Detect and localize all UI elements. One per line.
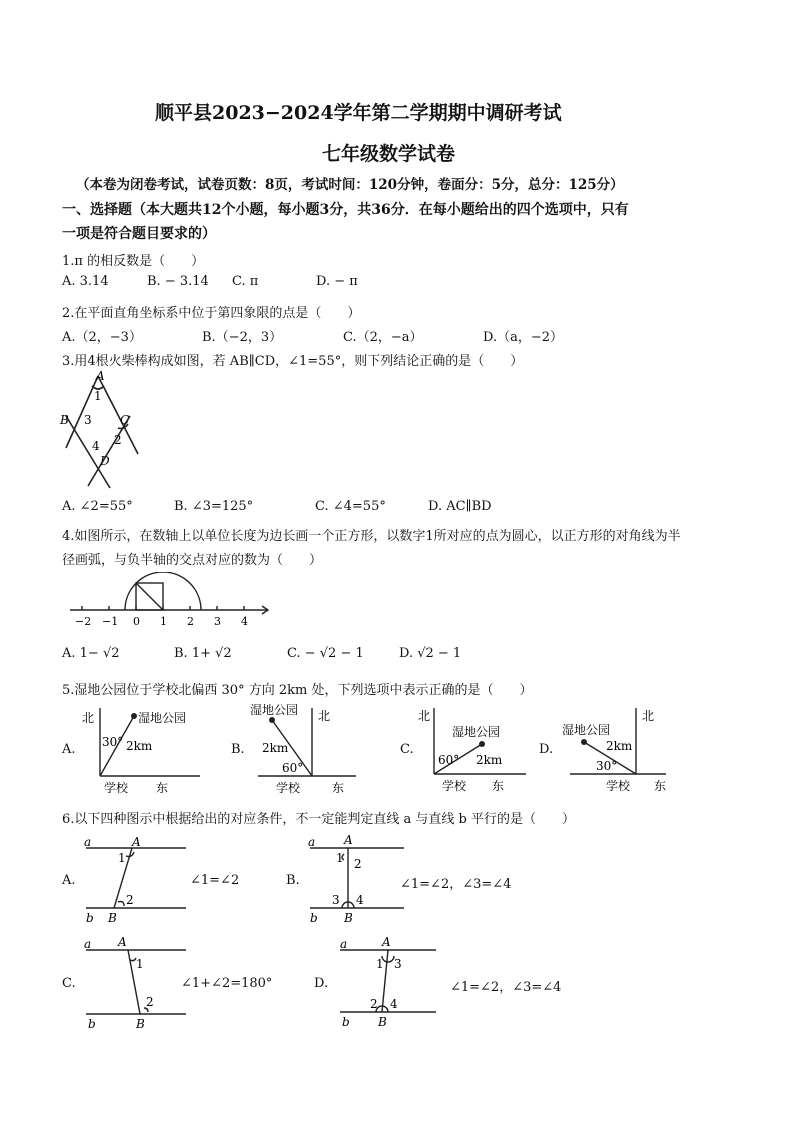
- q6d-line-b: b: [342, 1015, 350, 1029]
- q6-option-d: D.: [314, 976, 329, 991]
- q6-figure-a: [82, 832, 190, 924]
- question-4: 4.如图所示，在数轴上以单位长度为边长画一个正方形，以数字1所对应的点为圆心，以正方形的对角线为半: [62, 529, 681, 544]
- q4-option-a: A. 1− √2: [62, 646, 120, 661]
- q2-option-a: A.（2，−3）: [62, 330, 142, 345]
- q5-option-a: A.: [62, 742, 76, 757]
- question-6: 6.以下四种图示中根据给出的对应条件，不一定能判定直线 a 与直线 b 平行的是（ ）: [62, 812, 576, 827]
- q5b-east: 东: [332, 781, 345, 795]
- q5d-dist: 2km: [606, 739, 633, 753]
- q6-option-a: A.: [62, 873, 76, 888]
- q5c-dist: 2km: [476, 753, 503, 767]
- q6a-pt-b: B: [108, 911, 117, 924]
- q3-label-c: C: [120, 413, 130, 427]
- q3-label-1: 1: [94, 389, 102, 403]
- q4-tick-3: 3: [214, 615, 221, 628]
- q5a-angle: 30°: [102, 735, 124, 749]
- q3-label-a: A: [96, 369, 105, 383]
- q4-tick-0: 0: [133, 615, 140, 628]
- q6d-pt-a: A: [382, 935, 391, 949]
- q6a-line-a: a: [84, 835, 92, 849]
- q5-figure-b: [246, 700, 364, 796]
- q3-label-b: B: [60, 413, 69, 427]
- q5d-north: 北: [642, 709, 655, 723]
- question-2: 2.在平面直角坐标系中位于第四象限的点是（ ）: [62, 306, 361, 321]
- q6d-n3: 3: [394, 957, 402, 971]
- q6-figure-c: [82, 934, 190, 1030]
- q4-tick-minus1: −1: [102, 615, 119, 628]
- q6-condition-b: ∠1=∠2，∠3=∠4: [400, 877, 512, 892]
- q5d-school: 学校: [606, 779, 631, 793]
- q6d-n2: 2: [370, 997, 378, 1011]
- q6d-n4: 4: [390, 997, 398, 1011]
- question-3: 3.用4根火柴棒构成如图，若 AB∥CD，∠1=55°，则下列结论正确的是（ ）: [62, 354, 524, 369]
- q3-matchstick-figure: [58, 368, 148, 493]
- q5b-park: 湿地公园: [250, 703, 299, 717]
- q6c-pt-a: A: [118, 935, 127, 949]
- q5-figure-d: [556, 704, 674, 796]
- q6a-n2: 2: [126, 893, 134, 907]
- q6d-line-a: a: [340, 937, 348, 951]
- q6b-n3: 3: [332, 893, 340, 907]
- q5-figure-c: [416, 704, 534, 796]
- q3-option-d: D. AC∥BD: [428, 499, 492, 514]
- q2-option-d: D.（a，−2）: [483, 330, 564, 345]
- question-4-cont: 径画弧，与负半轴的交点对应的数为（ ）: [62, 553, 323, 568]
- section-heading-cont: 一项是符合题目要求的）: [62, 226, 216, 242]
- q6b-pt-a: A: [344, 833, 353, 847]
- q5c-north: 北: [418, 709, 431, 723]
- q4-tick-1: 1: [160, 615, 167, 628]
- q5c-angle: 60°: [438, 753, 460, 767]
- q1-option-c: C. π: [232, 274, 259, 289]
- section-heading: 一、选择题（本大题共12个小题，每小题3分，共36分．在每小题给出的四个选项中，只有: [62, 202, 629, 218]
- question-5: 5.湿地公园位于学校北偏西 30° 方向 2km 处，下列选项中表示正确的是（ ）: [62, 683, 533, 698]
- q6-condition-c: ∠1+∠2=180°: [181, 976, 273, 991]
- q5-option-c: C.: [400, 742, 414, 757]
- q6-option-c: C.: [62, 976, 76, 991]
- q3-label-4: 4: [92, 439, 100, 453]
- q6c-line-b: b: [88, 1017, 96, 1030]
- q5a-school: 学校: [104, 781, 129, 795]
- q4-option-b: B. 1+ √2: [174, 646, 232, 661]
- q5-option-d: D.: [539, 742, 554, 757]
- q5a-park: 湿地公园: [138, 711, 187, 725]
- q6-option-b: B.: [286, 873, 300, 888]
- q3-option-c: C. ∠4=55°: [315, 499, 386, 514]
- q5b-school: 学校: [276, 781, 301, 795]
- q6b-line-a: a: [308, 835, 316, 849]
- q3-label-3: 3: [84, 413, 92, 427]
- page-subtitle: 七年级数学试卷: [322, 143, 456, 165]
- q6a-line-b: b: [86, 911, 94, 924]
- q5d-angle: 30°: [596, 759, 618, 773]
- q6-condition-d: ∠1=∠2，∠3=∠4: [450, 980, 562, 995]
- q5b-north: 北: [318, 709, 331, 723]
- q6d-n1: 1: [376, 957, 384, 971]
- q2-option-c: C.（2，−a）: [343, 330, 423, 345]
- q1-option-b: B. − 3.14: [147, 274, 209, 289]
- q5-figure-a: [80, 704, 208, 796]
- q5b-dist: 2km: [262, 741, 289, 755]
- q4-tick-minus2: −2: [75, 615, 92, 628]
- q4-number-line-figure: [62, 572, 272, 630]
- q3-option-b: B. ∠3=125°: [174, 499, 254, 514]
- q5b-angle: 60°: [282, 761, 304, 775]
- q5-option-b: B.: [231, 742, 245, 757]
- q1-option-d: D. − π: [316, 274, 358, 289]
- q6-figure-d: [336, 934, 440, 1030]
- q4-tick-2: 2: [187, 615, 194, 628]
- q4-tick-4: 4: [241, 615, 248, 628]
- q3-option-a: A. ∠2=55°: [62, 499, 133, 514]
- q6d-pt-b: B: [378, 1015, 387, 1029]
- q6b-n4: 4: [356, 893, 364, 907]
- q4-option-d: D. √2 − 1: [399, 646, 462, 661]
- q5c-park: 湿地公园: [452, 725, 501, 739]
- q6b-n2: 2: [354, 857, 362, 871]
- page-title: 顺平县2023−2024学年第二学期期中调研考试: [155, 102, 562, 124]
- q5c-school: 学校: [442, 779, 467, 793]
- q5a-north: 北: [82, 711, 95, 725]
- q5d-park: 湿地公园: [562, 723, 611, 737]
- exam-note: （本卷为闭卷考试，试卷页数：8页，考试时间：120分钟，卷面分：5分，总分：125分）: [76, 177, 624, 193]
- q6-condition-a: ∠1=∠2: [190, 873, 240, 888]
- q3-label-d: D: [100, 454, 110, 468]
- q6a-pt-a: A: [132, 835, 141, 849]
- q6b-pt-b: B: [344, 911, 353, 924]
- q6c-n2: 2: [146, 995, 154, 1009]
- q6b-line-b: b: [310, 911, 318, 924]
- q5c-east: 东: [492, 779, 505, 793]
- q6-figure-b: [304, 832, 408, 924]
- q2-option-b: B.（−2，3）: [202, 330, 283, 345]
- question-1: 1.π 的相反数是（ ）: [62, 254, 205, 269]
- q6c-line-a: a: [84, 937, 92, 951]
- q6a-n1: 1: [118, 851, 126, 865]
- q5a-dist: 2km: [126, 739, 153, 753]
- q1-option-a: A. 3.14: [62, 274, 109, 289]
- q5a-east: 东: [156, 781, 169, 795]
- q3-label-2: 2: [114, 433, 122, 447]
- q6c-n1: 1: [136, 957, 144, 971]
- q6b-n1: 1: [336, 851, 344, 865]
- q5d-east: 东: [654, 779, 667, 793]
- q4-option-c: C. − √2 − 1: [287, 646, 364, 661]
- q6c-pt-b: B: [136, 1017, 145, 1030]
